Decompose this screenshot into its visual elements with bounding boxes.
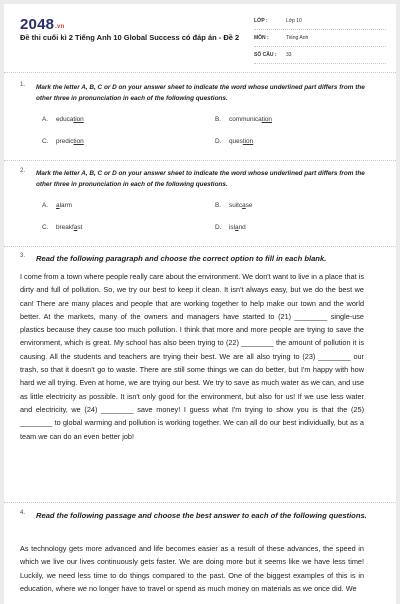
exam-meta-box xyxy=(254,16,386,67)
question-number: 2. xyxy=(20,168,26,174)
divider xyxy=(4,72,396,73)
option-b[interactable]: B. suitcase xyxy=(215,202,253,209)
question-number: 4. xyxy=(20,510,26,516)
meta-label: SỐ CÂU : xyxy=(254,52,277,58)
meta-label: LỚP : xyxy=(254,18,268,24)
question-instruction: Mark the letter A, B, C or D on your answer sheet to indicate the word whose underlined part differs from the other three in pronunciation in each of the following questions. xyxy=(36,170,365,188)
document-title: Đề thi cuối kì 2 Tiếng Anh 10 Global Success có đáp án - Đề 2 xyxy=(20,33,240,42)
option-d[interactable]: D. island xyxy=(215,224,246,231)
option-c[interactable]: C. prediction xyxy=(42,138,84,145)
meta-row-subject xyxy=(254,33,386,47)
document-page xyxy=(4,4,396,604)
site-logo[interactable] xyxy=(20,16,64,33)
question-2 xyxy=(20,168,384,242)
meta-value: Tiếng Anh xyxy=(286,35,309,41)
question-4 xyxy=(20,510,384,540)
option-c[interactable]: C. breakfast xyxy=(42,224,83,231)
logo-suffix: .vn xyxy=(55,24,65,30)
meta-label: MÔN : xyxy=(254,35,269,41)
meta-row-class xyxy=(254,16,386,30)
option-a[interactable]: A. education xyxy=(42,116,84,123)
logo-text: 2048 xyxy=(20,16,55,33)
page-header xyxy=(4,4,396,68)
divider xyxy=(4,502,396,503)
reading-passage: I come from a town where people really care about the environment. We don't want to live in a place that is dirty and full of pollution. So, we try our best to keep it clean. It isn't always easy, but we do the best we can! There are many places and people that are working together to help make our town and the world better. At the markets, many of the owners and managers have started to (21) ________ single-use plastics because they cause too much pollution. I think that more and more people are trying to save the environment, which is great. My school has also been trying to (22) ________ the amount of pollution it is causing. All the students and teachers are trying their best. We are all also trying to (23) ________ our trash, so that it doesn't go to waste. There are still some things we can do better, but I'm happy with how hard we all trying. Even at home, we are trying our best. We try to save as much water as we can, and use as little electricity as possible. It isn't only good for the environment, but also for us! If we use less water and electricity, we (24) ________ save money! I guess what I'm trying to show you is that the (25) ________ to global warming and pollution is working together. We can all do our best individually, but as a team we can do an even better job! xyxy=(20,272,364,441)
question-instruction: Mark the letter A, B, C or D on your answer sheet to indicate the word whose underlined part differs from the other three in pronunciation in each of the following questions. xyxy=(36,84,365,102)
divider xyxy=(4,246,396,247)
divider xyxy=(4,160,396,161)
question-number: 3. xyxy=(20,253,26,259)
question-instruction: Read the following paragraph and choose the correct option to fill in each blank. xyxy=(36,254,327,263)
option-b[interactable]: B. communication xyxy=(215,116,272,123)
option-d[interactable]: D. question xyxy=(215,138,254,145)
question-number: 1. xyxy=(20,82,26,88)
question-instruction: Read the following passage and choose the best answer to each of the following questions. xyxy=(36,511,367,520)
meta-value: 33 xyxy=(286,52,292,58)
meta-value: Lớp 10 xyxy=(286,18,302,24)
question-1 xyxy=(20,82,384,156)
reading-passage: As technology gets more advanced and life becomes easier as a result of these advances, the speed in which we live our lives continuously gets faster. We are doing more but it seems like we have less time! Luckily, we need less time to do things compared to the past. One of the biggest examples of this is in education, where we no longer have to travel or spend as much money on materials as we once did. We xyxy=(20,544,364,593)
meta-row-question-count xyxy=(254,50,386,64)
option-a[interactable]: A. alarm xyxy=(42,202,72,209)
